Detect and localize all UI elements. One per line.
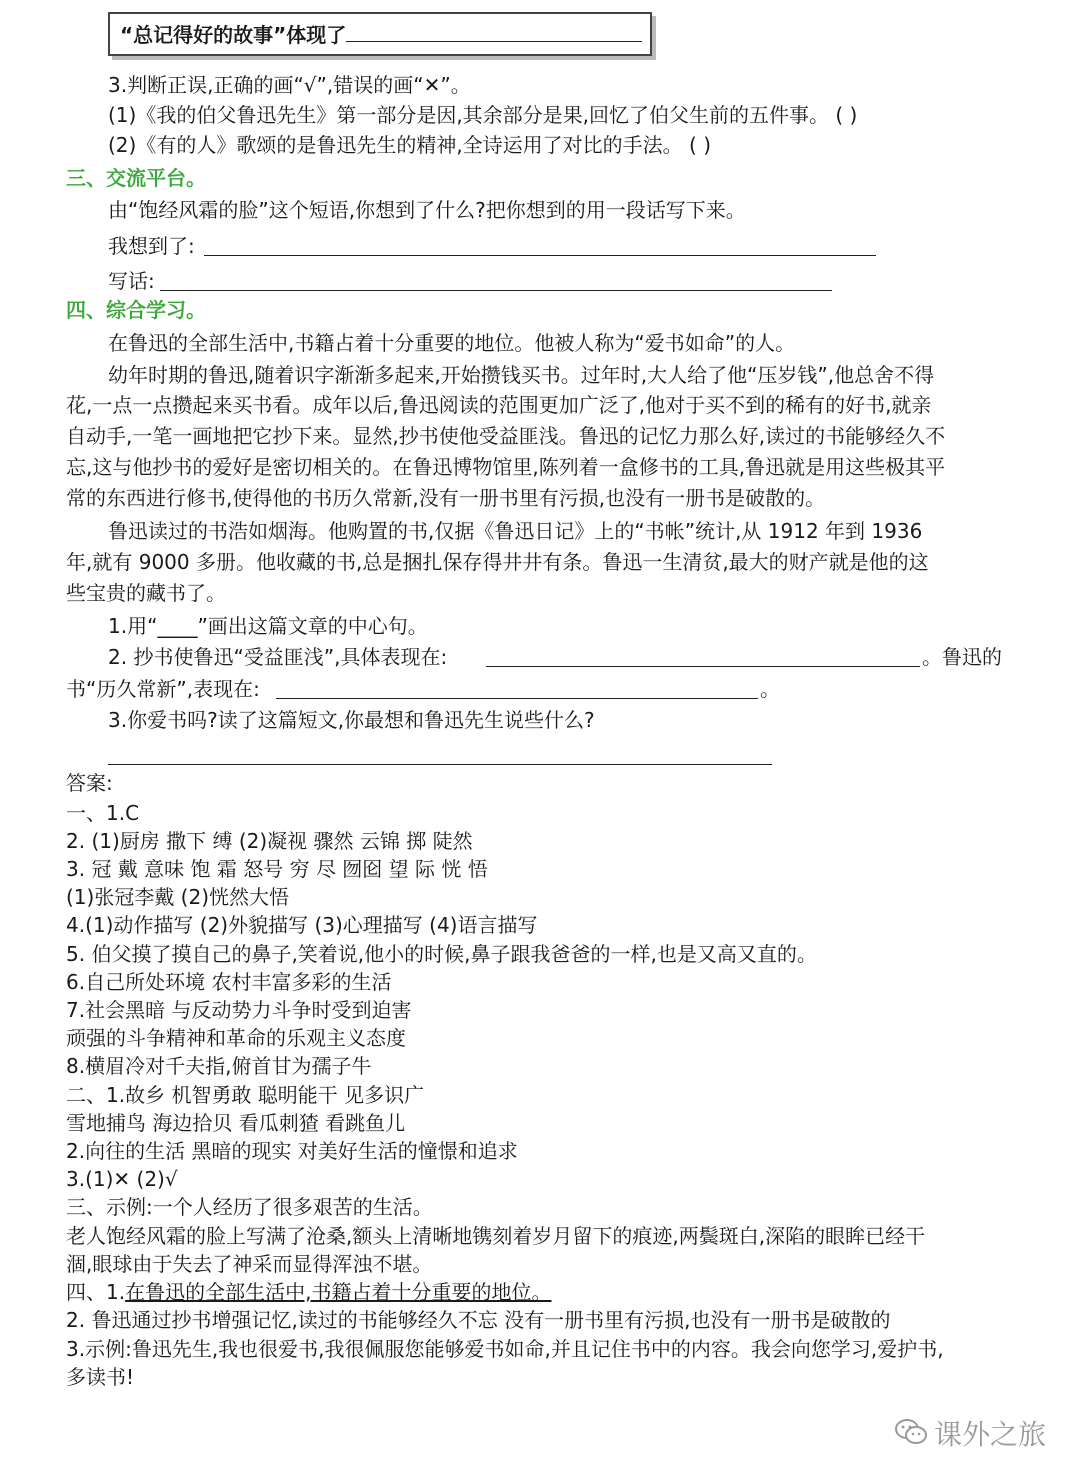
write-blank[interactable] (160, 290, 832, 291)
box-text (120, 22, 642, 48)
section-3-heading: 三、交流平台。 (66, 166, 206, 190)
q3-item-2: (2)《有的人》歌颂的是鲁迅先生的精神,全诗运用了对比的手法。 ( ) (108, 133, 712, 157)
q3-blank[interactable] (108, 764, 772, 765)
answer-line: (1)张冠李戴 (2)恍然大悟 (66, 885, 290, 909)
q2-blank-2[interactable] (276, 698, 758, 699)
section-4-heading: 四、综合学习。 (66, 298, 206, 322)
answer-line: 7.社会黑暗 与反动势力斗争时受到迫害 (66, 998, 412, 1022)
underlined-central-sentence: 在鲁迅的全部生活中,书籍占着十分重要的地位。 (125, 1280, 552, 1304)
answer-line-4-3b: 多读书! (66, 1365, 135, 1389)
answer-line-4-1 (66, 1279, 551, 1305)
thought-blank[interactable] (204, 255, 876, 256)
passage-p2-line4: 忘,这与他抄书的爱好是密切相关的。在鲁迅博物馆里,陈列着一盒修书的工具,鲁迅就是用这些极其平 (66, 455, 946, 479)
wechat-icon (894, 1418, 928, 1454)
passage-p2-line1: 幼年时期的鲁迅,随着识字渐渐多起来,开始攒钱买书。过年时,大人给了他“压岁钱”,他总舍不得 (108, 363, 935, 387)
passage-p3-line3: 些宝贵的藏书了。 (66, 581, 226, 605)
answer-line: 涸,眼球由于失去了神采而显得浑浊不堪。 (66, 1252, 433, 1276)
watermark (894, 1418, 1046, 1454)
answer-line-4-2: 2. 鲁迅通过抄书增强记忆,读过的书能够经久不忘 没有一册书里有污损,也没有一册书是破散的 (66, 1308, 891, 1332)
q2-blank-1[interactable] (486, 666, 920, 667)
answer-line: 2. (1)厨房 撒下 缚 (2)凝视 骤然 云锦 掷 陡然 (66, 829, 473, 853)
passage-p2-line2: 花,一点一点攒起来买书看。成年以后,鲁迅阅读的范围更加广泛了,他对于买不到的稀有的好书,就亲 (66, 393, 932, 417)
answer-line-4-3a: 3.示例:鲁迅先生,我也很爱书,我很佩服您能够爱书如命,并且记住书中的内容。我会向您学习,爱护书, (66, 1337, 944, 1361)
answer-line: 一、1.C (66, 801, 140, 825)
thought-label: 我想到了: (108, 234, 195, 258)
answer-line: 6.自己所处环境 农村丰富多彩的生活 (66, 970, 392, 994)
q3-item-1: (1)《我的伯父鲁迅先生》第一部分是因,其余部分是果,回忆了伯父生前的五件事。 ( ) (108, 103, 858, 127)
answer-line: 雪地捕鸟 海边拾贝 看瓜刺猹 看跳鱼儿 (66, 1111, 406, 1135)
answer-line: 8.横眉冷对千夫指,俯首甘为孺子牛 (66, 1054, 372, 1078)
answer-line: 三、示例:一个人经历了很多艰苦的生活。 (66, 1195, 433, 1219)
answer-blank[interactable] (346, 23, 642, 42)
write-label: 写话: (108, 269, 155, 293)
watermark-text: 课外之旅 (933, 1418, 1046, 1451)
answer-line: 顽强的斗争精神和革命的乐观主义态度 (66, 1026, 406, 1050)
section-4-q1: 1.用“____”画出这篇文章的中心句。 (108, 614, 428, 638)
passage-p1: 在鲁迅的全部生活中,书籍占着十分重要的地位。他被人称为“爱书如命”的人。 (108, 331, 796, 355)
answer-line: 3. 冠 戴 意味 饱 霜 怒号 穷 尽 囫囵 望 际 恍 悟 (66, 857, 488, 881)
answer-line: 4.(1)动作描写 (2)外貌描写 (3)心理描写 (4)语言描写 (66, 913, 538, 937)
passage-p2-line3: 自动手,一笔一画地把它抄下来。显然,抄书使他受益匪浅。鲁迅的记忆力那么好,读过的书能够经久不 (66, 424, 946, 448)
passage-p3-line1: 鲁迅读过的书浩如烟海。他购置的书,仅据《鲁迅日记》上的“书帐”统计,从 1912 年到 1936 (108, 519, 923, 543)
answer-line: 5. 伯父摸了摸自己的鼻子,笑着说,他小的时候,鼻子跟我爸爸的一样,也是又高又直的。 (66, 942, 817, 966)
answer-line: 3.(1)✕ (2)√ (66, 1167, 178, 1191)
box-label: “总记得好的故事”体现了 (120, 23, 347, 47)
answer-line: 2.向往的生活 黑暗的现实 对美好生活的憧憬和追求 (66, 1139, 518, 1163)
section-3-prompt: 由“饱经风霜的脸”这个短语,你想到了什么?把你想到的用一段话写下来。 (108, 198, 746, 222)
question-box (108, 12, 652, 56)
answer-line: 老人饱经风霜的脸上写满了沧桑,额头上清晰地镌刻着岁月留下的痕迹,两鬓斑白,深陷的眼眸已经干 (66, 1224, 926, 1248)
section-4-q2-part1: 2. 抄书使鲁迅“受益匪浅”,具体表现在: (108, 645, 448, 669)
passage-p3-line2: 年,就有 9000 多册。他收藏的书,总是捆扎保存得井井有条。鲁迅一生清贫,最大的财产就是他的这 (66, 550, 929, 574)
answers-heading: 答案: (66, 771, 113, 795)
answer-prefix: 四、1. (66, 1280, 126, 1304)
section-4-q2-part2: 。鲁迅的 (922, 645, 1002, 669)
answer-line: 二、1.故乡 机智勇敢 聪明能干 见多识广 (66, 1083, 425, 1107)
section-4-q3: 3.你爱书吗?读了这篇短文,你最想和鲁迅先生说些什么? (108, 708, 595, 732)
section-4-q2-part4: 。 (760, 677, 780, 701)
passage-p2-line5: 常的东西进行修书,使得他的书历久常新,没有一册书里有污损,也没有一册书是破散的。 (66, 486, 826, 510)
q3-title: 3.判断正误,正确的画“√”,错误的画“✕”。 (108, 73, 471, 97)
section-4-q2-part3: 书“历久常新”,表现在: (66, 677, 260, 701)
